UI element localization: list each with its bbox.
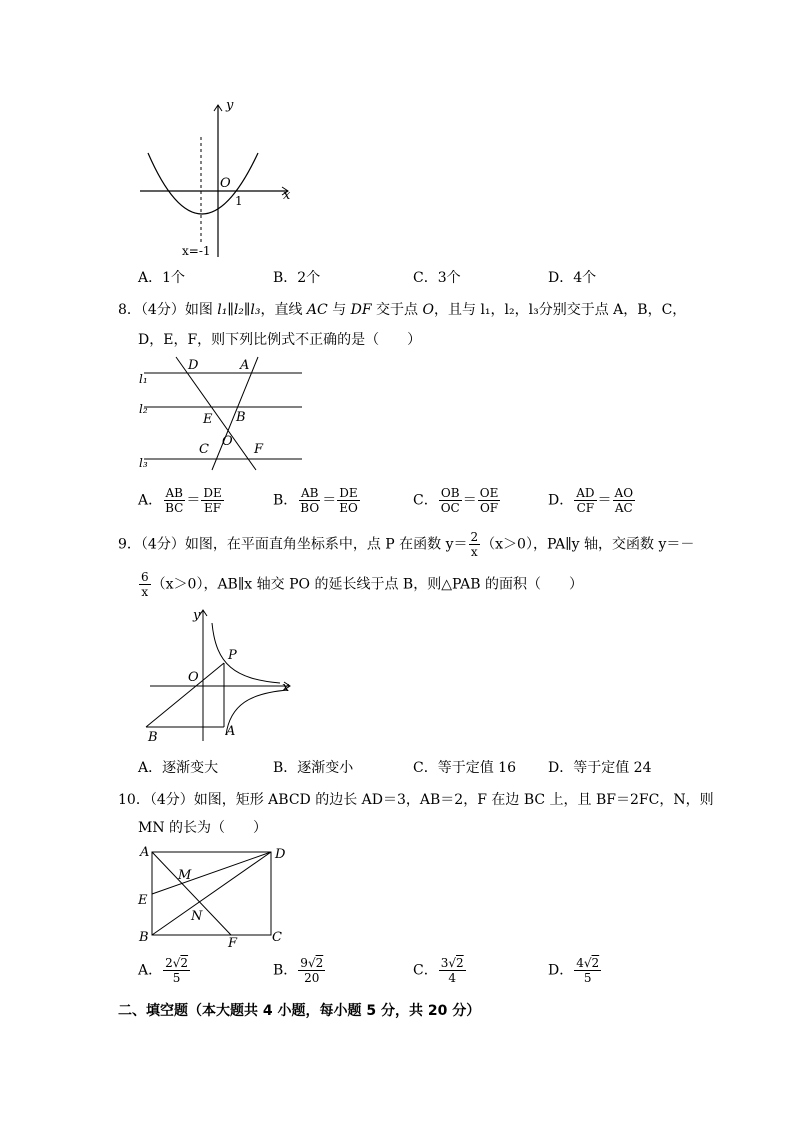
- fig8-D: D: [188, 358, 199, 373]
- fig10-M: M: [178, 868, 192, 883]
- q9-stem-line2: $\frac{6}{x}$ （x＞0），AB∥x 轴交 PO 的延长线于点 B，则△PAB 的面积（ ）: [141, 570, 583, 599]
- q8-option-a[interactable]: A． $\frac{AB}{BC}$ ＝ $\frac{DE}{EF}$: [138, 486, 222, 515]
- q9-option-d[interactable]: D．等于定值 24: [548, 760, 652, 776]
- q7-option-b[interactable]: B．2个: [273, 270, 321, 286]
- fig8-l2: l₂: [139, 402, 148, 416]
- q10-option-a[interactable]: A． $\frac{2√2}{5}$: [138, 956, 189, 985]
- q10-option-d[interactable]: D． $\frac{4√2}{5}$: [548, 956, 600, 985]
- q8-option-b[interactable]: B． $\frac{AB}{BO}$ ＝ $\frac{DE}{EO}$: [273, 486, 358, 515]
- fig9-A: A: [226, 724, 236, 739]
- fig10-E: E: [138, 893, 148, 908]
- fig10-D: D: [275, 847, 286, 862]
- q10-option-b[interactable]: B． $\frac{9√2}{20}$: [273, 956, 324, 985]
- fig7-y: y: [226, 98, 234, 113]
- figure-rectangle: [134, 842, 294, 952]
- q9-option-c[interactable]: C．等于定值 16: [413, 760, 516, 776]
- fig9-y: y: [193, 608, 201, 623]
- q7-option-d[interactable]: D．4个: [548, 270, 597, 286]
- section-2-heading: 二、填空题（本大题共 4 小题，每小题 5 分，共 20 分）: [118, 1003, 481, 1019]
- q10-stem-line2: MN 的长为（ ）: [138, 820, 268, 836]
- fig8-A: A: [240, 358, 250, 373]
- q7-option-c[interactable]: C．3个: [413, 270, 461, 286]
- q8-option-d[interactable]: D． $\frac{AD}{CF}$ ＝ $\frac{AO}{AC}$: [548, 486, 634, 515]
- q7-option-a[interactable]: A．1个: [138, 270, 186, 286]
- fig9-x: x: [282, 680, 290, 695]
- fig10-A: A: [140, 845, 150, 860]
- fig8-O: O: [222, 434, 233, 449]
- q9-stem-line1: 9．（4分）如图，在平面直角坐标系中，点 P 在函数 y＝ $\frac{2}{x}$ （x＞0），PA∥y 轴，交函数 y＝－: [118, 530, 695, 559]
- q8-stem-line1: 8．（4分）如图 l₁∥l₂∥l₃，直线 AC 与 DF 交于点 O，且与 l₁，l₂，l₃分别交于点 A，B，C，: [118, 302, 687, 318]
- fig7-x: x: [283, 188, 291, 203]
- q8-option-c[interactable]: C． $\frac{OB}{OC}$ ＝ $\frac{OE}{OF}$: [413, 486, 499, 515]
- fig10-F: F: [228, 936, 238, 951]
- fig7-origin: O: [220, 176, 231, 191]
- fig7-axis-label: x=-1: [182, 244, 211, 258]
- fig7-one: 1: [235, 194, 243, 208]
- q9-option-b[interactable]: B．逐渐变小: [273, 760, 354, 776]
- figure-parallel-lines: [134, 355, 309, 475]
- fig8-l3: l₃: [139, 456, 148, 470]
- fig9-P: P: [228, 648, 237, 663]
- figure-parabola: [138, 95, 298, 265]
- fig8-C: C: [199, 442, 209, 457]
- fig9-O: O: [188, 670, 199, 685]
- q9-option-a[interactable]: A．逐渐变大: [138, 760, 219, 776]
- fig10-B: B: [139, 930, 149, 945]
- fig8-E: E: [203, 412, 213, 427]
- fig8-F: F: [254, 442, 264, 457]
- q10-option-c[interactable]: C． $\frac{3√2}{4}$: [413, 956, 464, 985]
- q8-stem-line2: D，E，F，则下列比例式不正确的是（ ）: [138, 332, 422, 348]
- fig9-B: B: [148, 730, 158, 745]
- fig8-B: B: [236, 410, 246, 425]
- fig10-N: N: [191, 909, 203, 924]
- figure-hyperbola: [140, 605, 295, 745]
- q10-stem-line1: 10．（4分）如图，矩形 ABCD 的边长 AD＝3，AB＝2，F 在边 BC 上，且 BF＝2FC，N，则: [118, 792, 714, 808]
- fig8-l1: l₁: [139, 372, 148, 386]
- fig10-C: C: [272, 930, 282, 945]
